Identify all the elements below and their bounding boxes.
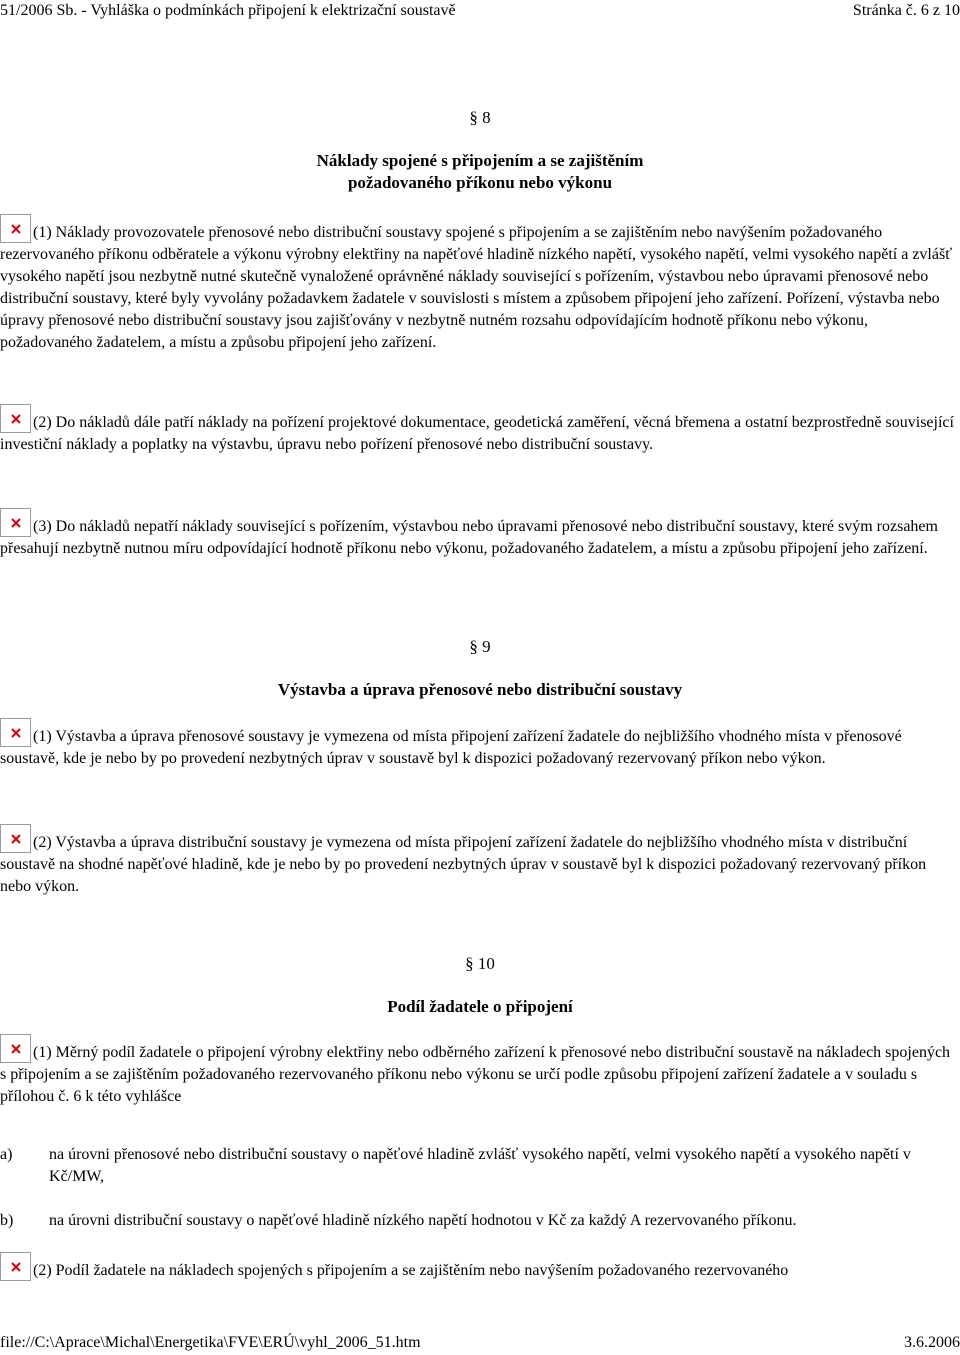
paragraph: (2) Do nákladů dále patří náklady na pořízení projektové dokumentace, geodetická zaměření, věcná břemena a ostatní bezprostředně související investiční náklady a poplatky na výstavbu, úpravu nebo pořízení přenosové nebo distribuční soustavy. xyxy=(0,404,958,456)
section-title-line: Podíl žadatele o připojení xyxy=(387,997,573,1016)
list-item xyxy=(0,1144,958,1188)
section-number: § 8 xyxy=(469,108,491,127)
page-header xyxy=(0,0,960,24)
section-title-line: Výstavba a úprava přenosové nebo distribuční soustavy xyxy=(277,680,683,699)
section-title xyxy=(0,996,960,1018)
broken-image-icon xyxy=(0,718,31,747)
broken-image-icon xyxy=(0,404,31,433)
list-item-text: na úrovni distribuční soustavy o napěťové hladině nízkého napětí hodnotou v Kč za každý A rezervovaného příkonu. xyxy=(49,1212,797,1229)
section-number: § 9 xyxy=(469,637,491,656)
list-item-text: na úrovni přenosové nebo distribuční soustavy o napěťové hladině zvlášť vysokého napětí, velmi vysokého napětí a vysokého napětí v Kč/MW, xyxy=(49,1146,911,1185)
broken-image-icon xyxy=(0,1034,31,1063)
section-title xyxy=(0,150,960,194)
section-title xyxy=(0,679,960,701)
section-number: § 10 xyxy=(465,954,495,973)
broken-image-icon xyxy=(0,1252,31,1281)
print-date: 3.6.2006 xyxy=(904,1334,960,1351)
page-indicator: Stránka č. 6 z 10 xyxy=(852,2,960,19)
broken-image-icon xyxy=(0,824,31,853)
paragraph: (3) Do nákladů nepatří náklady související s pořízením, výstavbou nebo úpravami přenosové nebo distribuční soustavy, které svým rozsahem přesahují nezbytně nutnou míru odpovídající hodnotě příkonu nebo výkonu, požadovaného žadatelem, a místu a způsobu připojení jeho zařízení. xyxy=(0,508,958,560)
paragraph: (1) Výstavba a úprava přenosové soustavy je vymezena od místa připojení zařízení žadatele do nejbližšího vhodného místa v přenosové soustavě, kde je nebo by po provedení nezbytných úprav v soustavě byl k dispozici požadovaný rezervovaný příkon nebo výkon. xyxy=(0,718,958,770)
paragraph: (1) Měrný podíl žadatele o připojení výrobny elektřiny nebo odběrného zařízení k přenosové nebo distribuční soustavě na nákladech spojených s připojením a se zajištěním požadovaného rezervovaného příkonu nebo výkonu se určí podle způsobu připojení zařízení žadatele a v souladu s přílohou č. 6 k této vyhlášce xyxy=(0,1034,958,1108)
broken-image-icon xyxy=(0,508,31,537)
paragraph: (1) Náklady provozovatele přenosové nebo distribuční soustavy spojené s připojením a se zajištěním nebo navýšením požadovaného rezervovaného příkonu odběratele a výkonu výrobny elektřiny na napěťové hladině nízkého napětí, vysokého napětí, velmi vysokého napětí a zvlášť vysokého napětí jsou nezbytně nutné skutečně vynaložené oprávněné náklady související s pořízením, výstavbou nebo úpravami přenosové nebo distribuční soustavy, které byly vyvolány požadavkem žadatele v souvislosti s místem a způsobem připojení jeho zařízení. Pořízení, výstavba nebo úpravy přenosové nebo distribuční soustavy jsou zajišťovány v nezbytně nutném rozsahu odpovídajícím hodnotě příkonu nebo výkonu, požadovaného žadatelem, a místu a způsobu připojení jeho zařízení. xyxy=(0,214,958,354)
document-title: 51/2006 Sb. - Vyhláška o podmínkách připojení k elektrizační soustavě xyxy=(0,2,456,19)
paragraph: (2) Výstavba a úprava distribuční soustavy je vymezena od místa připojení zařízení žadatele do nejbližšího vhodného místa v distribuční soustavě na shodné napěťové hladině, kde je nebo by po provedení nezbytných úprav v soustavě byl k dispozici požadovaný rezervovaný příkon nebo výkon. xyxy=(0,824,958,898)
list-item xyxy=(0,1210,958,1232)
section-title-line: Náklady spojené s připojením a se zajištěním xyxy=(316,151,644,170)
paragraph: (2) Podíl žadatele na nákladech spojených s připojením a se zajištěním nebo navýšením požadovaného rezervovaného xyxy=(0,1252,958,1296)
list-item-label: b) xyxy=(0,1212,14,1229)
section-title-line: požadovaného příkonu nebo výkonu xyxy=(347,173,613,192)
broken-image-icon xyxy=(0,214,31,243)
file-path: file://C:\Aprace\Michal\Energetika\FVE\ERÚ\vyhl_2006_51.htm xyxy=(0,1334,421,1351)
list-item-label: a) xyxy=(0,1146,13,1163)
